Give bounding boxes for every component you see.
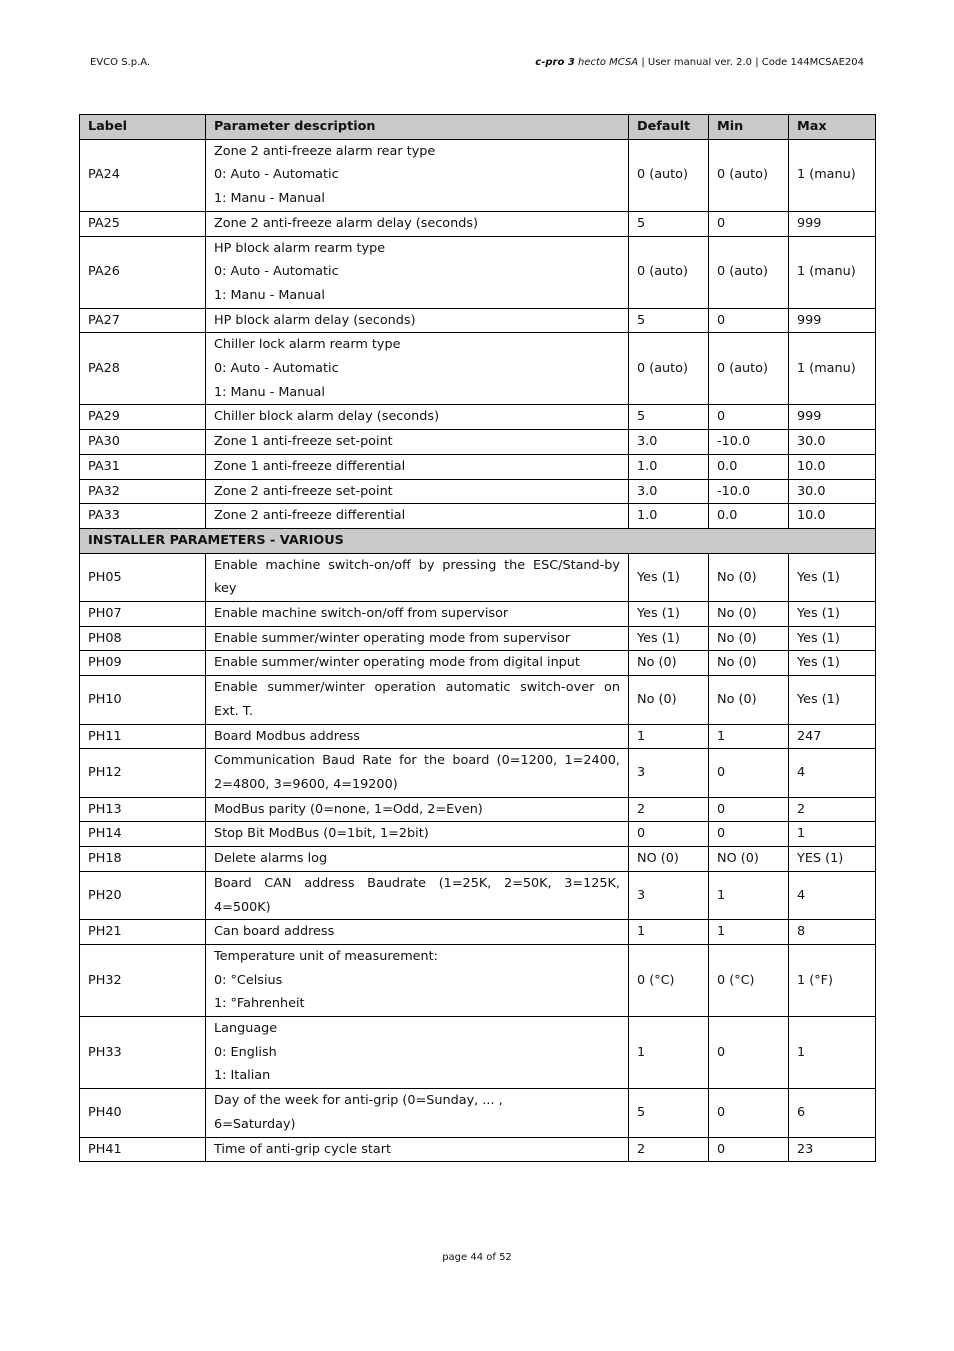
description-line: Stop Bit ModBus (0=1bit, 1=2bit): [214, 826, 429, 842]
description-line: Chiller lock alarm rearm type: [214, 337, 401, 353]
param-label: PA32: [80, 479, 206, 504]
param-description: [206, 430, 629, 455]
table-row: [80, 797, 876, 822]
param-description: [206, 553, 629, 601]
table-row: [80, 504, 876, 529]
table-row: [80, 479, 876, 504]
param-min: 1: [709, 871, 789, 919]
param-label: PH18: [80, 847, 206, 872]
param-default: No (0): [629, 651, 709, 676]
param-description: [206, 920, 629, 945]
param-default: 1: [629, 1017, 709, 1089]
table-row: [80, 1089, 876, 1137]
param-max: 999: [789, 405, 876, 430]
param-max: 10.0: [789, 454, 876, 479]
description-line: Can board address: [214, 924, 335, 940]
description-line: 6=Saturday): [214, 1116, 296, 1132]
param-default: 3.0: [629, 430, 709, 455]
description-line: 1: Manu - Manual: [214, 287, 325, 303]
description-line: Temperature unit of measurement:: [214, 948, 438, 964]
param-default: 3: [629, 871, 709, 919]
param-max: Yes (1): [789, 651, 876, 676]
description-line: Chiller block alarm delay (seconds): [214, 409, 440, 425]
table-row: [80, 211, 876, 236]
param-default: 2: [629, 797, 709, 822]
param-description: [206, 724, 629, 749]
param-label: PH05: [80, 553, 206, 601]
param-default: 5: [629, 308, 709, 333]
param-max: 1: [789, 822, 876, 847]
description-line: Board Modbus address: [214, 728, 360, 744]
param-default: NO (0): [629, 847, 709, 872]
table-row: [80, 651, 876, 676]
param-default: 5: [629, 405, 709, 430]
param-default: 5: [629, 1089, 709, 1137]
param-min: 0 (°C): [709, 944, 789, 1016]
param-max: 1 (manu): [789, 236, 876, 308]
header-manual-info: | User manual ver. 2.0 | Code 144MCSAE204: [638, 57, 864, 68]
param-label: PH14: [80, 822, 206, 847]
param-max: Yes (1): [789, 676, 876, 724]
param-max: Yes (1): [789, 626, 876, 651]
param-default: Yes (1): [629, 553, 709, 601]
table-row: [80, 139, 876, 211]
param-min: 0.0: [709, 504, 789, 529]
param-min: 1: [709, 724, 789, 749]
param-description: [206, 651, 629, 676]
param-default: 0 (°C): [629, 944, 709, 1016]
param-description: [206, 1137, 629, 1162]
param-default: 2: [629, 1137, 709, 1162]
param-description: [206, 405, 629, 430]
param-label: PA25: [80, 211, 206, 236]
param-min: -10.0: [709, 479, 789, 504]
param-description: [206, 308, 629, 333]
description-line: Delete alarms log: [214, 851, 328, 867]
param-label: PH33: [80, 1017, 206, 1089]
table-row: [80, 430, 876, 455]
param-max: 247: [789, 724, 876, 749]
param-label: PA27: [80, 308, 206, 333]
column-header-description: Parameter description: [206, 115, 629, 140]
description-line: 0: °Celsius: [214, 972, 283, 988]
description-line: Zone 2 anti-freeze alarm delay (seconds): [214, 215, 479, 231]
table-row: [80, 724, 876, 749]
param-description: [206, 139, 629, 211]
param-default: 5: [629, 211, 709, 236]
param-default: 0: [629, 822, 709, 847]
param-label: PA29: [80, 405, 206, 430]
column-header-label: Label: [80, 115, 206, 140]
param-description: [206, 602, 629, 627]
description-line: Day of the week for anti-grip (0=Sunday, ... ,: [214, 1093, 503, 1109]
description-line: 0: Auto - Automatic: [214, 167, 339, 183]
page-number: page 44 of 52: [442, 1252, 512, 1263]
table-row: [80, 236, 876, 308]
param-max: 999: [789, 211, 876, 236]
description-line: Zone 1 anti-freeze set-point: [214, 434, 393, 450]
param-min: 0: [709, 797, 789, 822]
table-header-row: [80, 115, 876, 140]
param-max: 2: [789, 797, 876, 822]
param-label: PH11: [80, 724, 206, 749]
param-default: Yes (1): [629, 602, 709, 627]
param-default: 3: [629, 749, 709, 797]
description-line: Board CAN address Baudrate (1=25K, 2=50K, 3=125K, 4=500K): [214, 875, 620, 915]
param-min: -10.0: [709, 430, 789, 455]
param-min: 0 (auto): [709, 333, 789, 405]
param-label: PA33: [80, 504, 206, 529]
param-label: PH40: [80, 1089, 206, 1137]
param-label: PH13: [80, 797, 206, 822]
param-min: No (0): [709, 651, 789, 676]
description-line: Time of anti-grip cycle start: [214, 1141, 392, 1157]
description-line: 0: Auto - Automatic: [214, 264, 339, 280]
param-max: 4: [789, 749, 876, 797]
description-line: 1: Manu - Manual: [214, 191, 325, 207]
param-min: 0: [709, 1089, 789, 1137]
param-label: PH32: [80, 944, 206, 1016]
param-default: 1.0: [629, 504, 709, 529]
param-description: [206, 236, 629, 308]
table-row: [80, 602, 876, 627]
param-default: No (0): [629, 676, 709, 724]
description-line: Zone 1 anti-freeze differential: [214, 458, 406, 474]
param-description: [206, 1017, 629, 1089]
param-description: [206, 871, 629, 919]
param-description: [206, 822, 629, 847]
param-min: 1: [709, 920, 789, 945]
param-label: PH20: [80, 871, 206, 919]
param-min: NO (0): [709, 847, 789, 872]
param-max: 1 (manu): [789, 333, 876, 405]
table-row: [80, 822, 876, 847]
param-label: PA31: [80, 454, 206, 479]
param-description: [206, 504, 629, 529]
description-line: Zone 2 anti-freeze differential: [214, 508, 406, 524]
param-min: 0: [709, 211, 789, 236]
section-title: INSTALLER PARAMETERS - VARIOUS: [80, 528, 876, 553]
param-min: No (0): [709, 553, 789, 601]
param-label: PH21: [80, 920, 206, 945]
table-row: [80, 308, 876, 333]
header-company: EVCO S.p.A.: [90, 57, 151, 68]
section-row: [80, 528, 876, 553]
table-row: [80, 626, 876, 651]
param-max: 30.0: [789, 430, 876, 455]
table-row: [80, 676, 876, 724]
param-description: [206, 626, 629, 651]
param-description: [206, 847, 629, 872]
param-description: [206, 454, 629, 479]
param-label: PH07: [80, 602, 206, 627]
header-product-model: hecto MCSA: [574, 57, 639, 68]
param-label: PH09: [80, 651, 206, 676]
param-label: PH41: [80, 1137, 206, 1162]
param-max: Yes (1): [789, 553, 876, 601]
param-default: 0 (auto): [629, 139, 709, 211]
param-max: 1 (°F): [789, 944, 876, 1016]
param-default: Yes (1): [629, 626, 709, 651]
param-default: 1: [629, 920, 709, 945]
header-product-name: c-pro 3: [535, 57, 575, 68]
table-row: [80, 944, 876, 1016]
param-description: [206, 211, 629, 236]
description-line: Enable machine switch-on/off from supervisor: [214, 606, 509, 622]
param-max: 4: [789, 871, 876, 919]
param-description: [206, 944, 629, 1016]
param-min: 0: [709, 822, 789, 847]
param-label: PH10: [80, 676, 206, 724]
description-line: Enable summer/winter operating mode from digital input: [214, 655, 580, 671]
description-line: 0: English: [214, 1044, 277, 1060]
table-row: [80, 920, 876, 945]
param-default: 1.0: [629, 454, 709, 479]
param-max: YES (1): [789, 847, 876, 872]
param-default: 1: [629, 724, 709, 749]
description-line: ModBus parity (0=none, 1=Odd, 2=Even): [214, 801, 483, 817]
table-row: [80, 1017, 876, 1089]
param-default: 0 (auto): [629, 333, 709, 405]
param-max: 8: [789, 920, 876, 945]
param-label: PA26: [80, 236, 206, 308]
param-max: 30.0: [789, 479, 876, 504]
param-max: 6: [789, 1089, 876, 1137]
column-header-default: Default: [629, 115, 709, 140]
param-description: [206, 749, 629, 797]
table-row: [80, 553, 876, 601]
param-max: Yes (1): [789, 602, 876, 627]
param-min: No (0): [709, 676, 789, 724]
param-max: 999: [789, 308, 876, 333]
description-line: HP block alarm rearm type: [214, 240, 386, 256]
parameters-table: [79, 114, 876, 1162]
param-min: No (0): [709, 602, 789, 627]
table-row: [80, 749, 876, 797]
param-default: 0 (auto): [629, 236, 709, 308]
param-description: [206, 333, 629, 405]
param-min: 0 (auto): [709, 236, 789, 308]
description-line: Enable summer/winter operating mode from supervisor: [214, 630, 571, 646]
description-line: Zone 2 anti-freeze set-point: [214, 483, 393, 499]
param-description: [206, 676, 629, 724]
param-label: PH12: [80, 749, 206, 797]
param-label: PA24: [80, 139, 206, 211]
param-min: 0: [709, 1017, 789, 1089]
param-min: 0: [709, 1137, 789, 1162]
table-body: [80, 139, 876, 1162]
column-header-min: Min: [709, 115, 789, 140]
table-row: [80, 847, 876, 872]
param-max: 1 (manu): [789, 139, 876, 211]
description-line: 1: Italian: [214, 1068, 271, 1084]
table-row: [80, 1137, 876, 1162]
column-header-max: Max: [789, 115, 876, 140]
param-label: PA30: [80, 430, 206, 455]
param-min: 0: [709, 308, 789, 333]
description-line: Enable machine switch-on/off by pressing the ESC/Stand-by key: [214, 557, 620, 597]
param-max: 23: [789, 1137, 876, 1162]
param-max: 10.0: [789, 504, 876, 529]
description-line: 0: Auto - Automatic: [214, 361, 339, 377]
param-min: 0.0: [709, 454, 789, 479]
description-line: 1: °Fahrenheit: [214, 996, 305, 1012]
table-row: [80, 333, 876, 405]
header-title: [535, 57, 864, 68]
description-line: Communication Baud Rate for the board (0=1200, 1=2400, 2=4800, 3=9600, 4=19200): [214, 753, 620, 792]
param-min: 0: [709, 405, 789, 430]
table-row: [80, 454, 876, 479]
table-row: [80, 405, 876, 430]
param-min: 0: [709, 749, 789, 797]
description-line: 1: Manu - Manual: [214, 384, 325, 400]
param-label: PH08: [80, 626, 206, 651]
table-row: [80, 871, 876, 919]
description-line: Zone 2 anti-freeze alarm rear type: [214, 143, 436, 159]
param-description: [206, 479, 629, 504]
param-default: 3.0: [629, 479, 709, 504]
param-min: 0 (auto): [709, 139, 789, 211]
param-description: [206, 797, 629, 822]
param-min: No (0): [709, 626, 789, 651]
description-line: Enable summer/winter operation automatic switch-over on Ext. T.: [214, 680, 620, 719]
description-line: HP block alarm delay (seconds): [214, 312, 416, 328]
param-max: 1: [789, 1017, 876, 1089]
param-label: PA28: [80, 333, 206, 405]
param-description: [206, 1089, 629, 1137]
description-line: Language: [214, 1021, 278, 1037]
